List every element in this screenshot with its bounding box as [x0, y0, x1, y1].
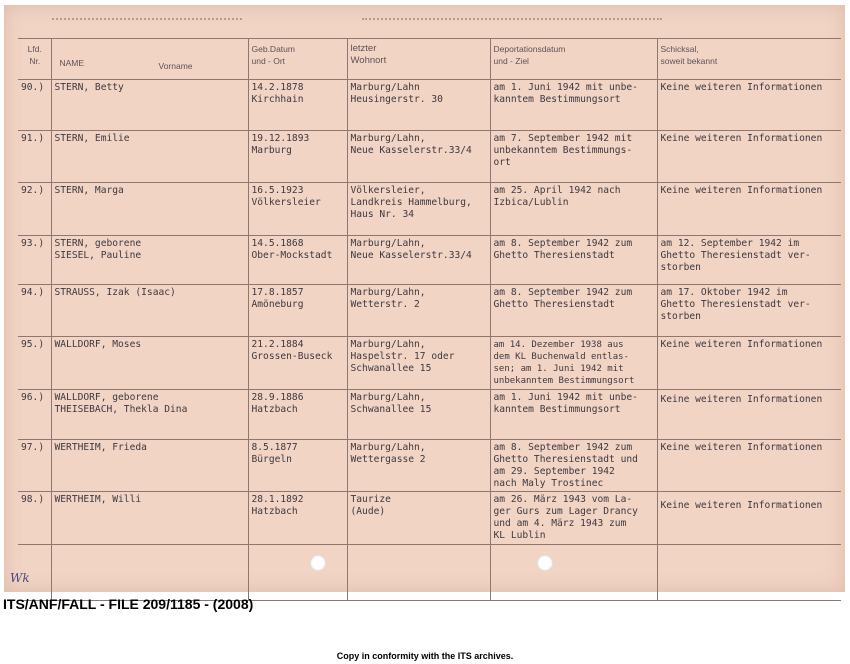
table-row — [18, 131, 841, 183]
file-reference: ITS/ANF/FALL - FILE 209/1185 - (2008) — [3, 596, 254, 612]
row-name: STERN, Betty — [51, 80, 248, 131]
row-number: 90.) — [18, 80, 51, 131]
dotted-line-left — [52, 18, 242, 20]
row-fate: Keine weiteren Informationen — [657, 131, 841, 183]
header-name — [51, 39, 248, 80]
row-fate: am 17. Oktober 1942 im Ghetto Theresienstadt ver- storben — [657, 285, 841, 337]
row-birth: 8.5.1877 Bürgeln — [248, 440, 347, 492]
row-birth: 19.12.1893 Marburg — [248, 131, 347, 183]
row-name: WERTHEIM, Frieda — [51, 440, 248, 492]
row-deportation: am 8. September 1942 zum Ghetto Theresienstadt — [490, 236, 657, 285]
row-name: WERTHEIM, Willi — [51, 492, 248, 545]
table-row — [18, 80, 841, 131]
table-row-empty — [18, 545, 841, 601]
empty-cell — [51, 545, 248, 601]
header-geb: Geb.Datum und - Ort — [248, 39, 347, 80]
row-number: 97.) — [18, 440, 51, 492]
row-name: STERN, Marga — [51, 183, 248, 236]
row-residence: Marburg/Lahn, Wettergasse 2 — [347, 440, 490, 492]
row-fate: Keine weiteren Informationen — [657, 337, 841, 390]
row-fate: Keine weiteren Informationen — [657, 183, 841, 236]
row-residence: Taurize (Aude) — [347, 492, 490, 545]
row-fate: am 12. September 1942 im Ghetto Theresienstadt ver- storben — [657, 236, 841, 285]
row-deportation: am 14. Dezember 1938 aus dem KL Buchenwald entlas- sen; am 1. Juni 1942 mit unbekanntem Bestimmungsort — [490, 337, 657, 390]
row-name: STERN, geborene SIESEL, Pauline — [51, 236, 248, 285]
row-fate: Keine weiteren Informationen — [657, 492, 841, 545]
row-number: 98.) — [18, 492, 51, 545]
row-deportation: am 1. Juni 1942 mit unbe- kanntem Bestimmungsort — [490, 80, 657, 131]
header-wohnort: letzter Wohnort — [347, 39, 490, 80]
table-row — [18, 183, 841, 236]
header-name-label: NAME — [59, 58, 85, 68]
empty-cell — [490, 545, 657, 601]
row-deportation: am 26. März 1943 vom La- ger Gurs zum Lager Drancy und am 4. März 1943 zum KL Lublin — [490, 492, 657, 545]
row-fate: Keine weiteren Informationen — [657, 80, 841, 131]
table-row — [18, 337, 841, 390]
row-number: 95.) — [18, 337, 51, 390]
row-deportation: am 7. September 1942 mit unbekanntem Bestimmungs- ort — [490, 131, 657, 183]
header-row — [18, 39, 841, 80]
row-birth: 28.9.1886 Hatzbach — [248, 390, 347, 440]
table-row — [18, 390, 841, 440]
row-name: WALLDORF, geborene THEISEBACH, Thekla Dina — [51, 390, 248, 440]
deportation-register-table — [18, 38, 841, 601]
empty-cell — [347, 545, 490, 601]
row-name: STRAUSS, Izak (Isaac) — [51, 285, 248, 337]
row-deportation: am 8. September 1942 zum Ghetto Theresienstadt — [490, 285, 657, 337]
row-number: 94.) — [18, 285, 51, 337]
row-birth: 16.5.1923 Völkersleier — [248, 183, 347, 236]
row-fate: Keine weiteren Informationen — [657, 440, 841, 492]
conformity-note: Copy in conformity with the ITS archives. — [336, 651, 514, 661]
table-row — [18, 492, 841, 545]
row-residence: Marburg/Lahn, Neue Kasselerstr.33/4 — [347, 236, 490, 285]
header-vorname-label: Vorname — [158, 61, 193, 71]
row-birth: 14.5.1868 Ober-Mockstadt — [248, 236, 347, 285]
row-residence: Marburg/Lahn Heusingerstr. 30 — [347, 80, 490, 131]
row-deportation: am 1. Juni 1942 mit unbe- kanntem Bestimmungsort — [490, 390, 657, 440]
row-residence: Marburg/Lahn, Haspelstr. 17 oder Schwanallee 15 — [347, 337, 490, 390]
row-number: 91.) — [18, 131, 51, 183]
row-birth: 14.2.1878 Kirchhain — [248, 80, 347, 131]
row-residence: Marburg/Lahn, Neue Kasselerstr.33/4 — [347, 131, 490, 183]
table-row — [18, 236, 841, 285]
row-residence: Marburg/Lahn, Schwanallee 15 — [347, 390, 490, 440]
row-number: 96.) — [18, 390, 51, 440]
row-deportation: am 25. April 1942 nach Izbica/Lublin — [490, 183, 657, 236]
row-residence: Marburg/Lahn, Wetterstr. 2 — [347, 285, 490, 337]
punch-hole-left — [310, 555, 326, 571]
handwritten-initials: Wk — [10, 571, 30, 585]
row-birth: 21.2.1884 Grossen-Buseck — [248, 337, 347, 390]
row-number: 93.) — [18, 236, 51, 285]
table-row — [18, 285, 841, 337]
row-number: 92.) — [18, 183, 51, 236]
header-lfd-nr: Lfd. Nr. — [18, 39, 51, 80]
row-name: STERN, Emilie — [51, 131, 248, 183]
row-birth: 28.1.1892 Hatzbach — [248, 492, 347, 545]
empty-cell — [248, 545, 347, 601]
dotted-line-right — [362, 18, 662, 20]
row-deportation: am 8. September 1942 zum Ghetto Theresienstadt und am 29. September 1942 nach Maly Trostinec — [490, 440, 657, 492]
table-row — [18, 440, 841, 492]
header-deportation: Deportationsdatum und - Ziel — [490, 39, 657, 80]
empty-cell — [657, 545, 841, 601]
punch-hole-right — [537, 555, 553, 571]
header-schicksal: Schicksal, soweit bekannt — [657, 39, 841, 80]
row-name: WALLDORF, Moses — [51, 337, 248, 390]
row-birth: 17.8.1857 Amöneburg — [248, 285, 347, 337]
row-fate: Keine weiteren Informationen — [657, 390, 841, 440]
row-residence: Völkersleier, Landkreis Hammelburg, Haus Nr. 34 — [347, 183, 490, 236]
